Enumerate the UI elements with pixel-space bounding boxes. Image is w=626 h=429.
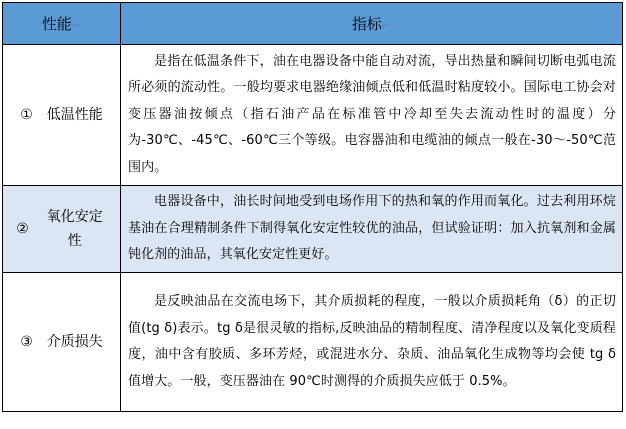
table-row	[3, 273, 623, 412]
row-number: ①	[20, 107, 33, 123]
indicator-cell	[121, 186, 623, 273]
header-row	[3, 3, 623, 45]
indicator-text: 是反映油品在交流电场下，其介质损耗的程度，一般以介质损耗角（δ）的正切值(tg δ)表示。tg δ是很灵敏的指标,反映油品的精制程度、清净程度以及氧化变质程度，油中含有胶质、多环芳烃，或混进水分、杂质、油品氧化生成物等均会使 tg δ值增大。一般，变压器油在 90℃时测得的介质损失应低于 0.5%。	[128, 294, 616, 389]
cell-end-mark-icon: ⌐	[71, 19, 82, 32]
property-cell	[3, 186, 121, 273]
row-number: ③	[20, 334, 33, 350]
table-row	[3, 186, 623, 273]
indicator-cell	[121, 273, 623, 412]
property-name: 介质损失	[46, 334, 103, 350]
table-row	[3, 45, 623, 186]
properties-table	[2, 2, 623, 412]
row-number: ②	[16, 221, 29, 237]
header-indicator	[121, 3, 623, 45]
header-indicator-label: 指标	[351, 15, 382, 33]
property-name: 低温性能	[46, 107, 103, 123]
header-property	[3, 3, 121, 45]
indicator-text: 是指在低温条件下，油在电器设备中能自动对流，导出热量和瞬间切断电弧电流所必须的流动性。一般均要求电器绝缘油倾点低和低温时粘度较小。国际电工协会对变压器油按倾点（指石油产品在标准管中冷却至失去流动性时的温度）分为-30℃、-45℃、-60℃三个等级。电容器油和电缆油的倾点一般在-30～-50℃范围内。	[128, 53, 616, 175]
indicator-cell	[121, 45, 623, 186]
indicator-text: 电器设备中，油长时间地受到电场作用下的热和氧的作用而氧化。过去利用环烷基油在合理精制条件下制得氧化安定性较优的油品，但试验证明：加入抗氧剂和金属钝化剂的油品，其氧化安定性更好。	[128, 194, 616, 263]
header-property-label: 性能	[41, 15, 72, 33]
property-cell	[3, 273, 121, 412]
property-name: 氧化安定性	[46, 209, 103, 249]
cell-end-mark-icon: ⌐	[381, 19, 392, 32]
property-cell	[3, 45, 121, 186]
